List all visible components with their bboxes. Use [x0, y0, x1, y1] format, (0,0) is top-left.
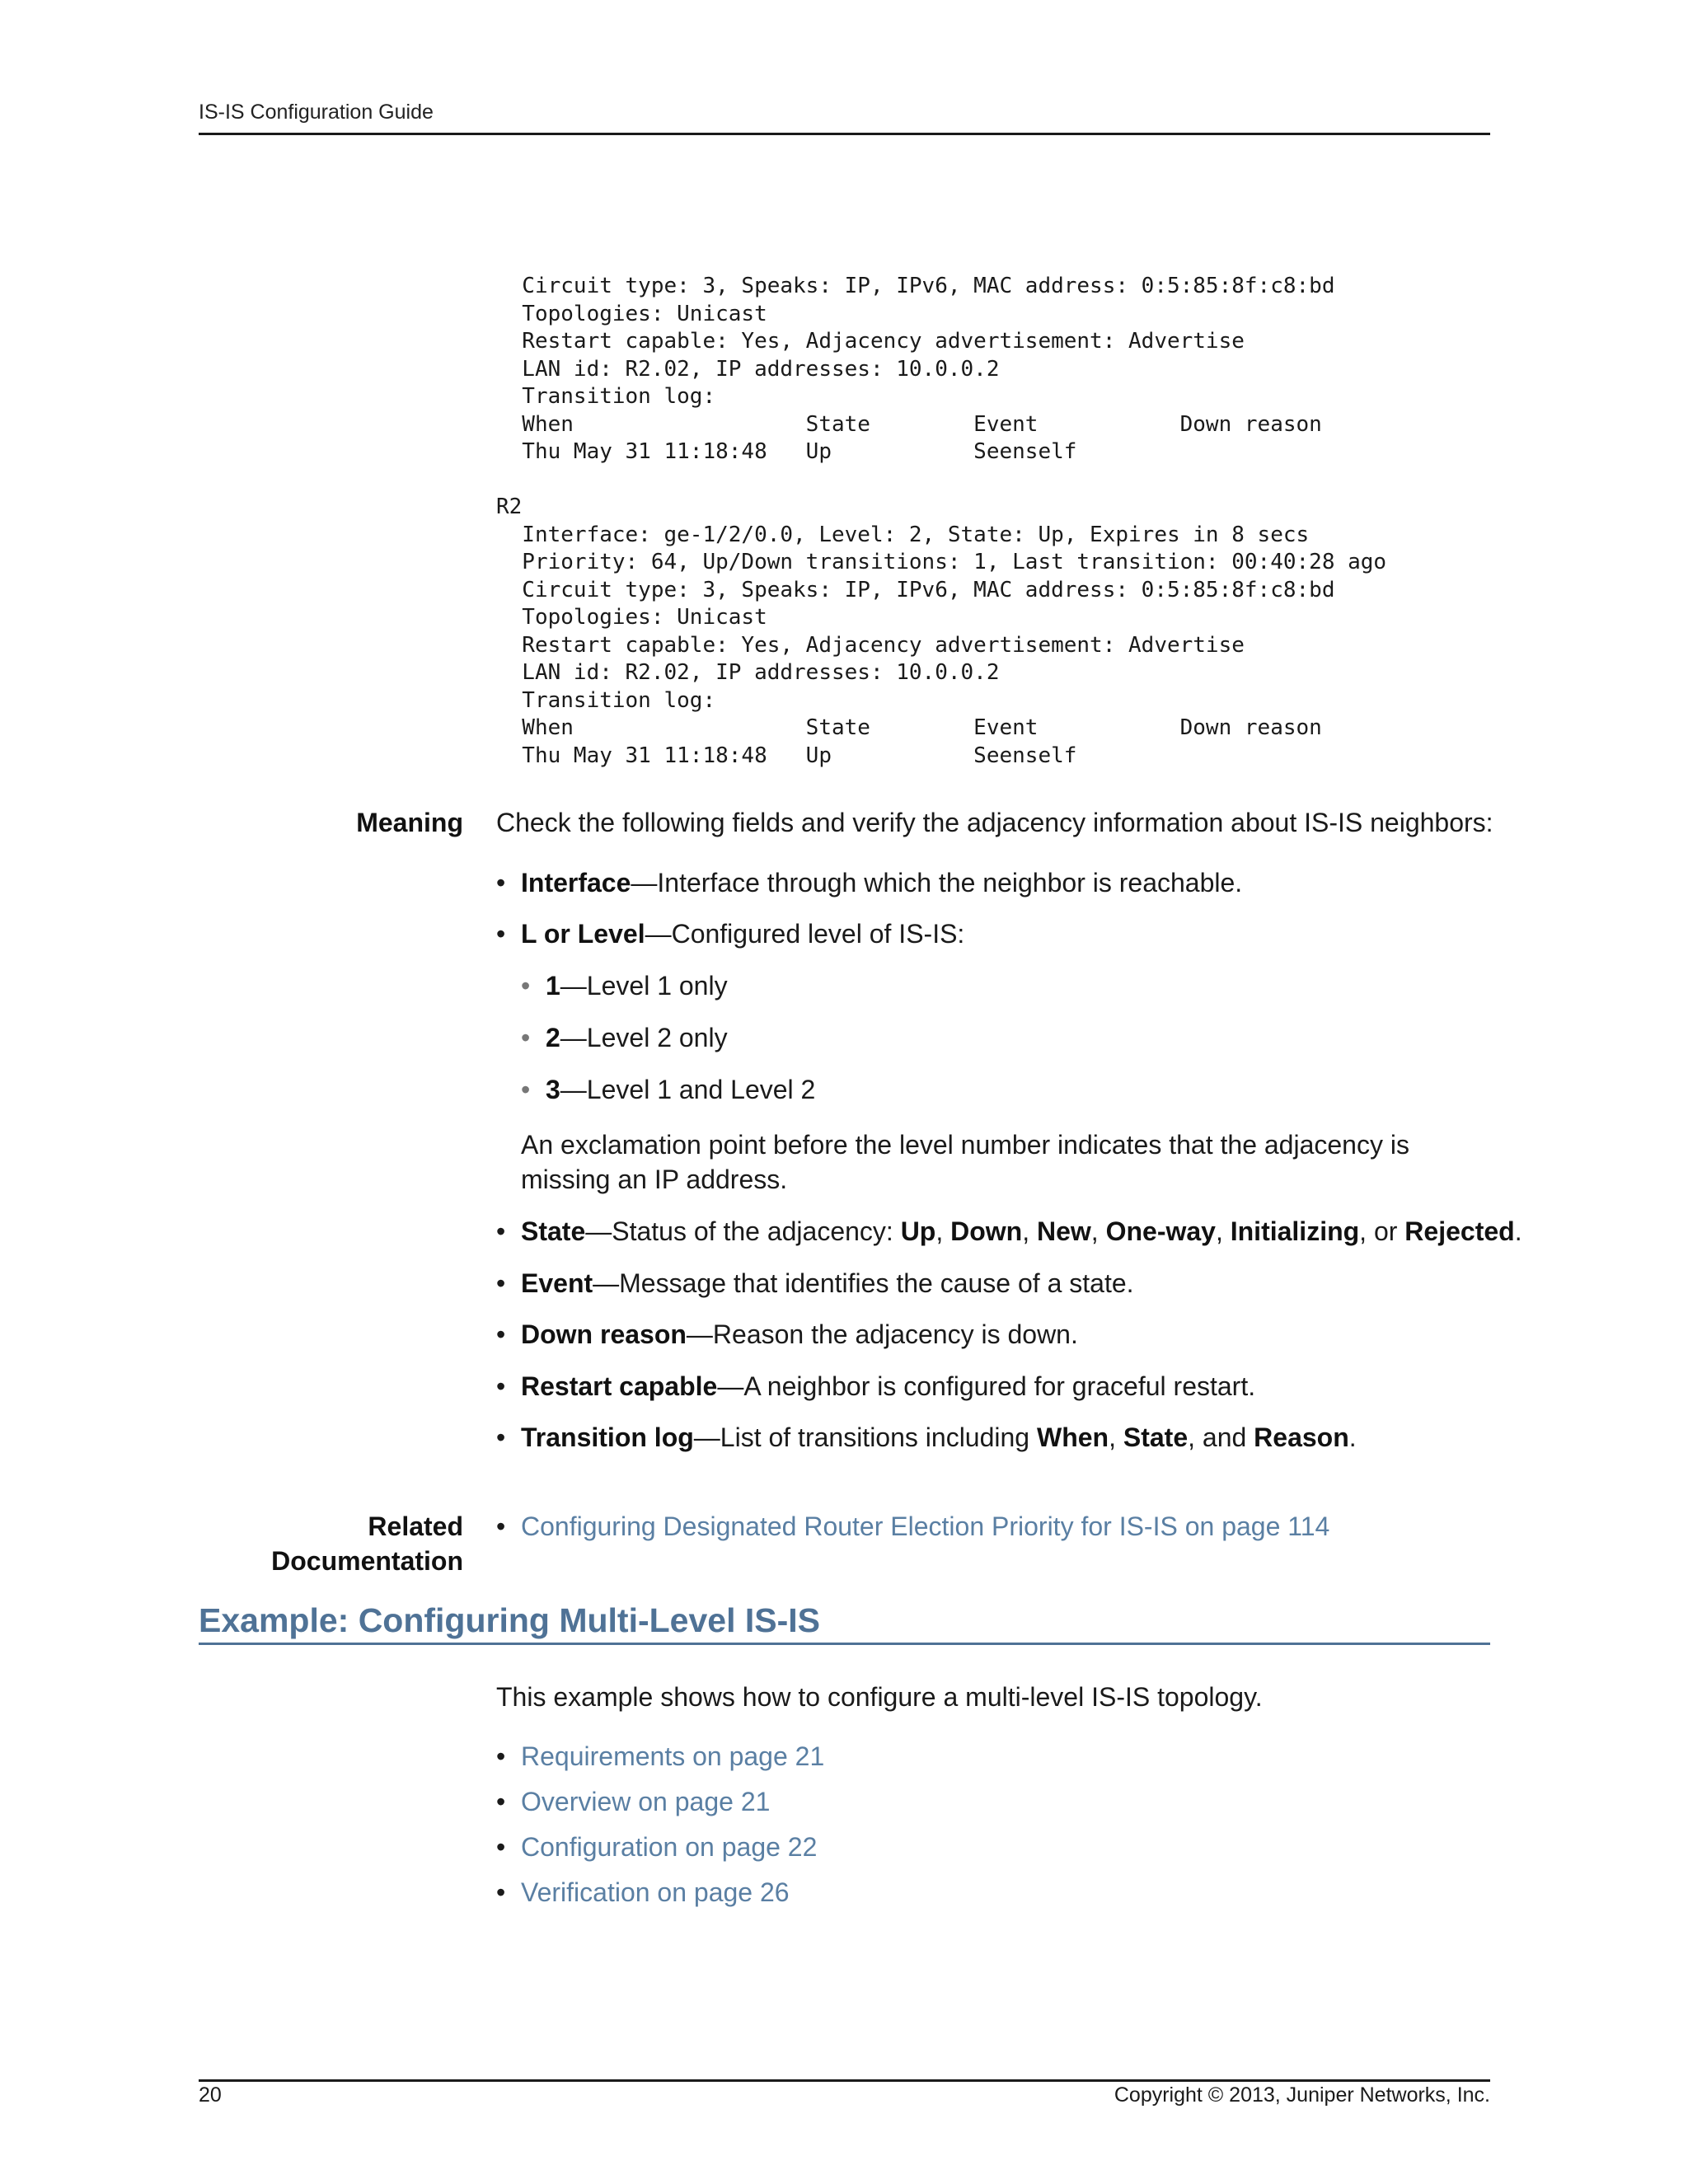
bullet-icon: • [496, 1216, 506, 1246]
list-item-transition-log: • Transition log—List of transitions including When, State, and Reason. [496, 1420, 1357, 1455]
code-line: When State Event Down reason [496, 715, 1322, 740]
bullet-icon: • [496, 1741, 506, 1771]
code-line: LAN id: R2.02, IP addresses: 10.0.0.2 [496, 660, 1000, 685]
bullet-icon: • [496, 919, 506, 949]
bullet-icon: • [496, 1268, 506, 1298]
related-link-dr-election[interactable]: Configuring Designated Router Election Priority for IS-IS on page 114 [521, 1511, 1330, 1541]
cli-output-block [496, 273, 1386, 770]
meaning-intro: Check the following fields and verify the adjacency information about IS-IS neighbors: [496, 808, 1493, 837]
list-item-level: • L or Level—Configured level of IS-IS: [496, 916, 964, 951]
toc-link-overview[interactable]: Overview on page 21 [521, 1787, 771, 1816]
sub-list-item-level-2: • 2—Level 2 only [521, 1020, 728, 1055]
code-line: Thu May 31 11:18:48 Up Seenself [496, 743, 1077, 768]
list-item-interface: • Interface—Interface through which the neighbor is reachable. [496, 865, 1242, 900]
bullet-icon: • [496, 1787, 506, 1816]
bullet-icon: • [496, 1371, 506, 1401]
toc-link-requirements[interactable]: Requirements on page 21 [521, 1741, 825, 1771]
bullet-icon: • [496, 1832, 506, 1862]
code-line: Interface: ge-1/2/0.0, Level: 2, State: Up, Expires in 8 secs [496, 522, 1310, 547]
list-item-event: • Event—Message that identifies the cause of a state. [496, 1266, 1134, 1301]
list-item-down-reason: • Down reason—Reason the adjacency is down. [496, 1317, 1078, 1352]
bullet-icon: • [521, 1023, 531, 1052]
sub-list-item-level-3: • 3—Level 1 and Level 2 [521, 1072, 815, 1107]
meaning-label: Meaning [356, 808, 463, 837]
header-divider [199, 133, 1490, 135]
bullet-icon: • [521, 971, 531, 1001]
toc-item [496, 1784, 770, 1819]
code-line: R2 [496, 494, 523, 519]
code-line [496, 466, 1386, 494]
section-divider [199, 1643, 1490, 1645]
bullet-icon: • [496, 868, 506, 898]
sub-list-item-level-1: • 1—Level 1 only [521, 968, 728, 1003]
related-documentation-label: Related Documentation [271, 1511, 463, 1576]
bullet-icon: • [496, 1511, 506, 1541]
exclamation-note: An exclamation point before the level number indicates that the adjacency is missing an IP address. [521, 1130, 1409, 1194]
code-line: Restart capable: Yes, Adjacency advertisement: Advertise [496, 329, 1245, 354]
code-line: Circuit type: 3, Speaks: IP, IPv6, MAC address: 0:5:85:8f:c8:bd [496, 577, 1335, 602]
code-line: Topologies: Unicast [496, 301, 767, 326]
code-line: Thu May 31 11:18:48 Up Seenself [496, 439, 1077, 464]
toc-item [496, 1830, 817, 1864]
section-intro: This example shows how to configure a multi-level IS-IS topology. [496, 1682, 1263, 1712]
toc-item [496, 1875, 790, 1910]
bullet-icon: • [496, 1319, 506, 1349]
footer-divider [199, 2079, 1490, 2082]
code-line: Transition log: [496, 384, 716, 409]
running-header: IS-IS Configuration Guide [199, 101, 434, 124]
code-line: Topologies: Unicast [496, 605, 767, 630]
toc-link-configuration[interactable]: Configuration on page 22 [521, 1832, 818, 1862]
bullet-icon: • [496, 1877, 506, 1907]
code-line: Priority: 64, Up/Down transitions: 1, Last transition: 00:40:28 ago [496, 550, 1387, 574]
related-link-item [496, 1509, 1329, 1544]
list-item-restart-capable: • Restart capable—A neighbor is configured for graceful restart. [496, 1369, 1255, 1404]
bullet-icon: • [521, 1075, 531, 1104]
toc-link-verification[interactable]: Verification on page 26 [521, 1877, 790, 1907]
code-line: Restart capable: Yes, Adjacency advertisement: Advertise [496, 632, 1245, 658]
toc-item [496, 1739, 824, 1774]
code-line: When State Event Down reason [496, 411, 1322, 437]
code-line: Transition log: [496, 687, 716, 713]
section-title: Example: Configuring Multi-Level IS-IS [199, 1601, 820, 1639]
code-line: Circuit type: 3, Speaks: IP, IPv6, MAC address: 0:5:85:8f:c8:bd [496, 274, 1335, 298]
copyright-notice: Copyright © 2013, Juniper Networks, Inc. [1114, 2083, 1490, 2107]
list-item-state: • State—Status of the adjacency: Up, Down, New, One-way, Initializing, or Rejected. [496, 1214, 1522, 1249]
code-line: LAN id: R2.02, IP addresses: 10.0.0.2 [496, 356, 1000, 382]
bullet-icon: • [496, 1422, 506, 1452]
page-number: 20 [199, 2083, 222, 2107]
